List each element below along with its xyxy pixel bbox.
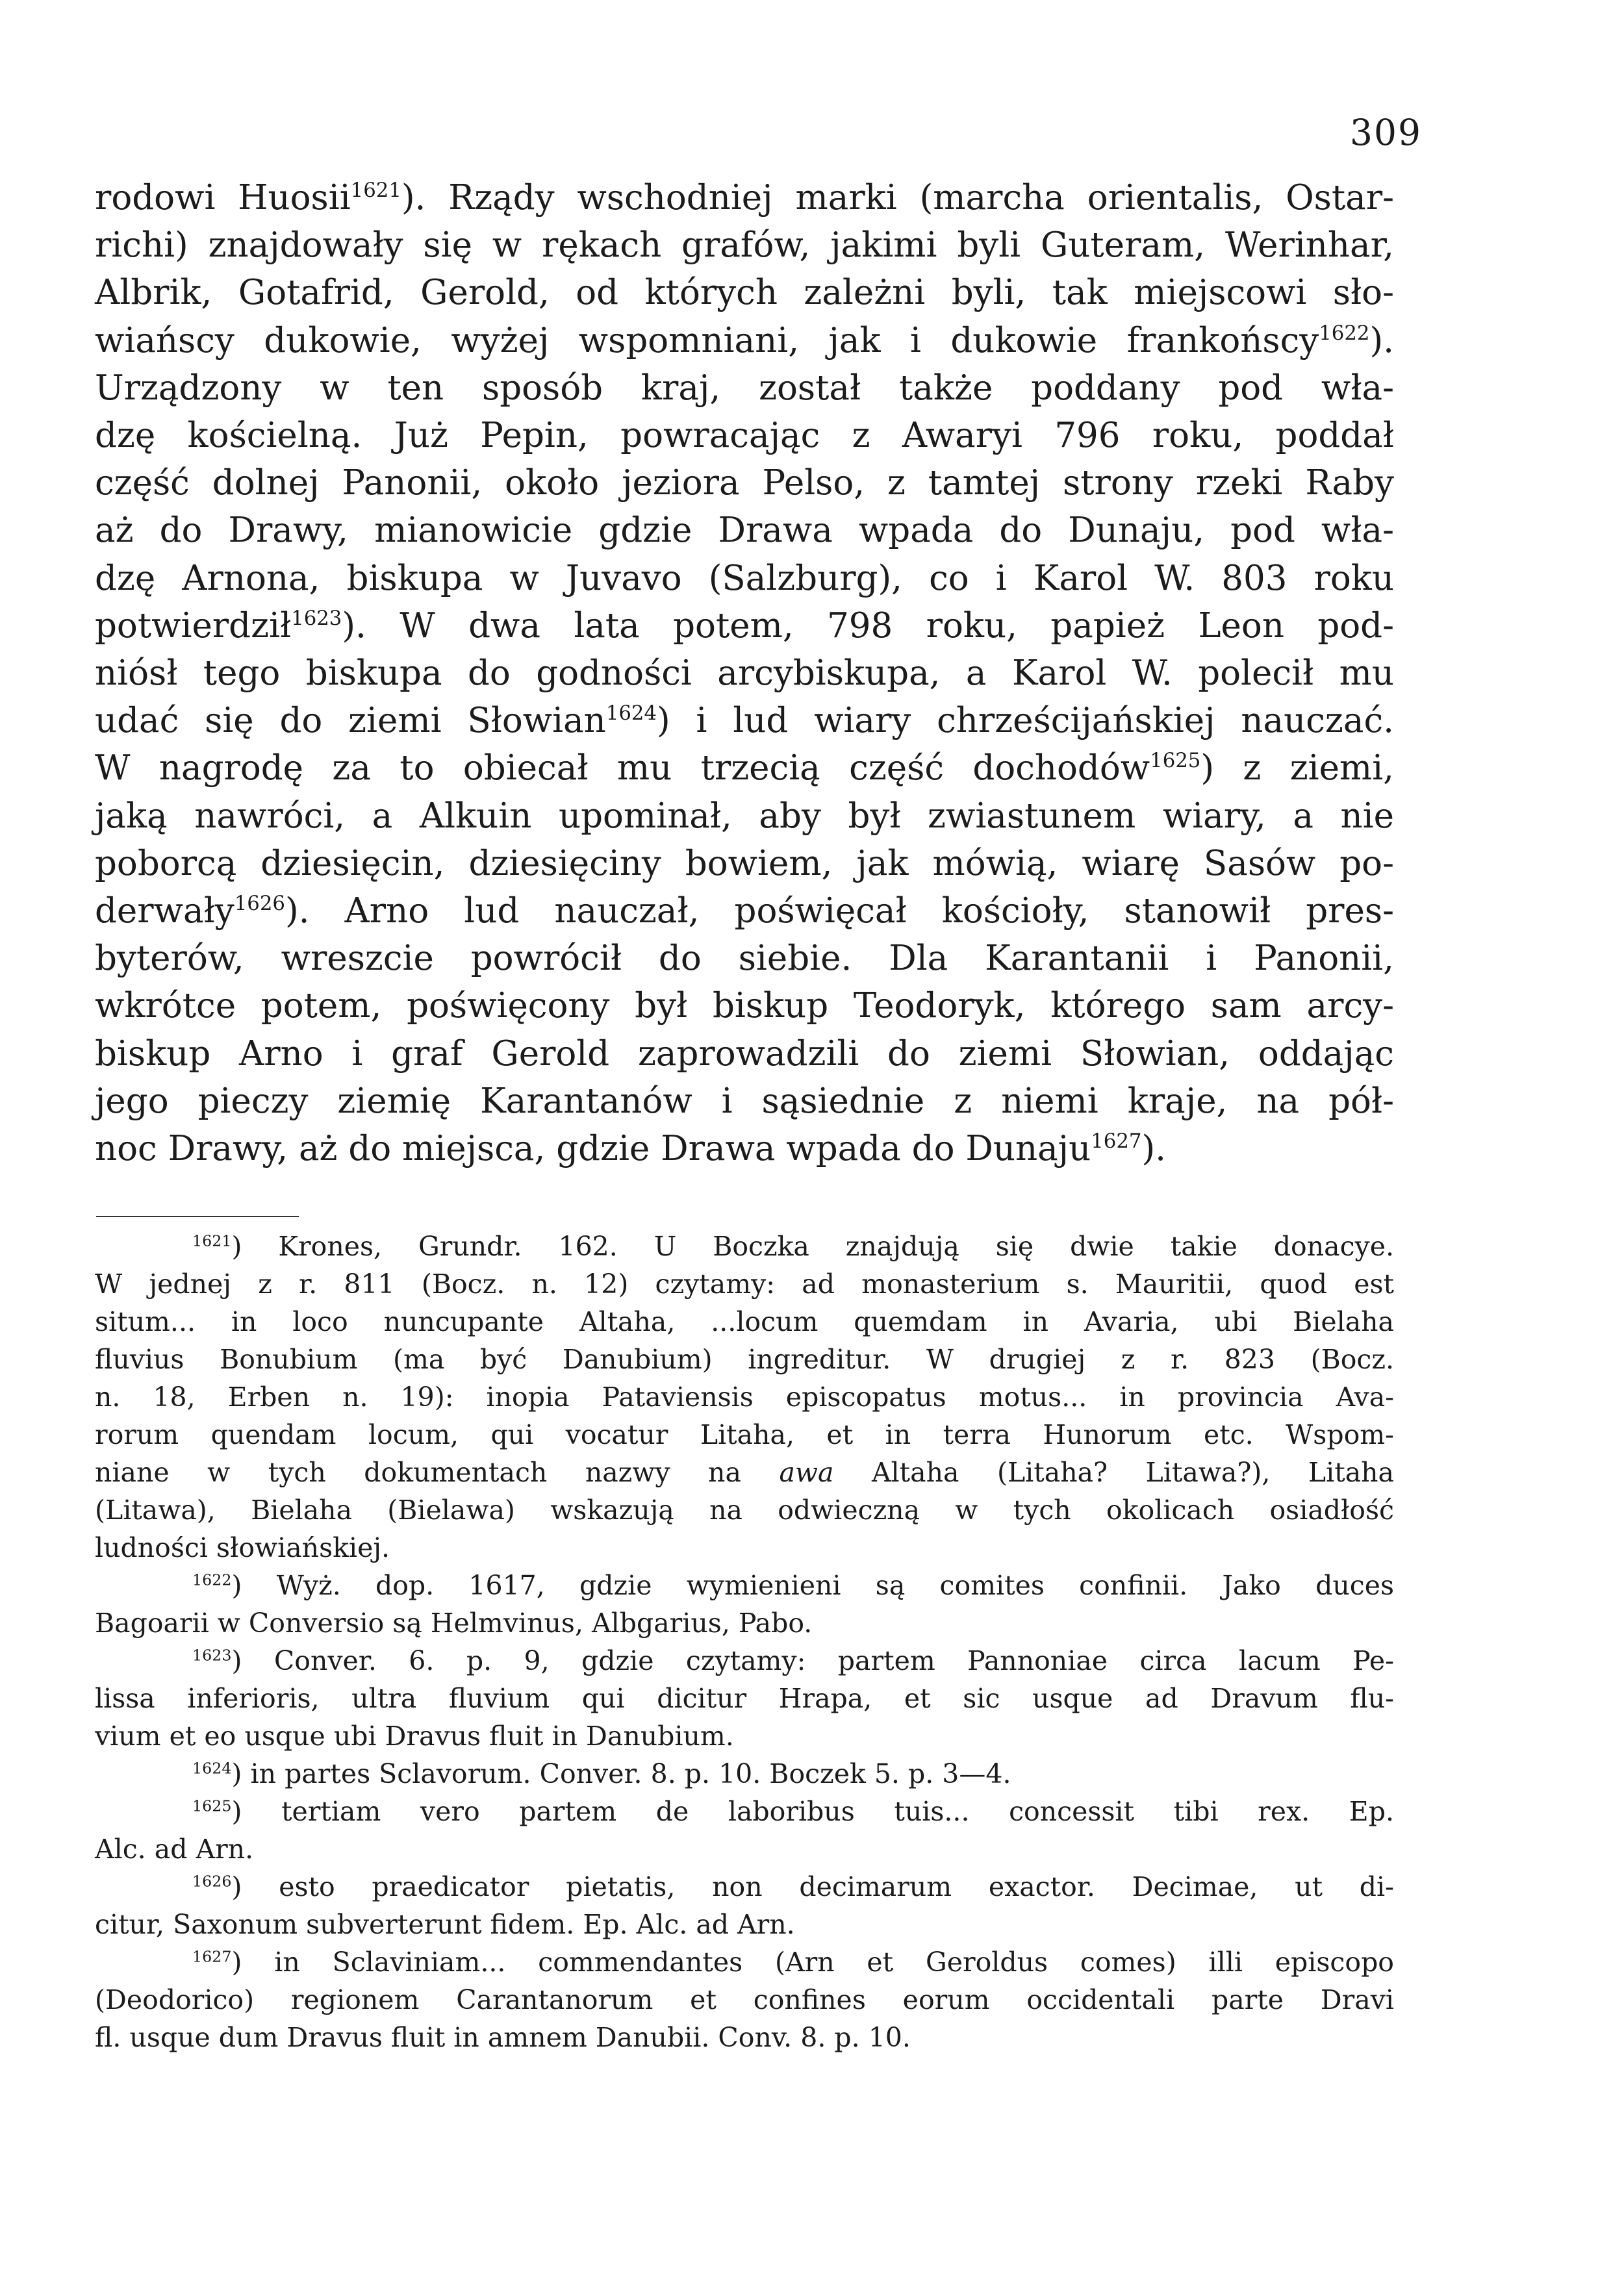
text-run: Altaha (Litaha? Litawa?), Litaha: [833, 1457, 1394, 1488]
text-run: derwały: [95, 891, 235, 931]
text-run: citur, Saxonum subverterunt fidem. Ep. Alc. ad Arn.: [95, 1909, 795, 1940]
footnote-ref: 1627: [1091, 1129, 1142, 1154]
footnote-number: 1622: [192, 1571, 232, 1589]
text-line: [95, 412, 1394, 459]
footnote-line: [95, 1341, 1394, 1378]
text-line: [95, 744, 1394, 792]
text-line: [95, 174, 1394, 221]
footnote-line: [95, 1303, 1394, 1341]
text-line: [95, 1030, 1394, 1078]
footnote-ref: 1626: [234, 892, 285, 915]
text-line: [95, 459, 1394, 507]
text-run: fluvius Bonubium (ma być Danubium) ingreditur. W drugiej z r. 823 (Bocz.: [95, 1344, 1394, 1375]
footnote-line: [95, 1454, 1394, 1491]
text-run: część dolnej Panonii, około jeziora Pelso, z tamtej strony rzeki Raby: [95, 463, 1394, 503]
footnote-line: [95, 1228, 1394, 1265]
text-run: jego pieczy ziemię Karantanów i sąsiednie z niemi kraje, na pół-: [95, 1081, 1394, 1121]
footnote-ref: 1623: [291, 606, 342, 630]
text-run: ludności słowiańskiej.: [95, 1532, 390, 1563]
text-run: aż do Drawy, mianowicie gdzie Drawa wpada do Dunaju, pod wła-: [95, 511, 1394, 551]
text-line: [95, 364, 1394, 412]
text-line: [95, 982, 1394, 1029]
text-run: ). Arno lud nauczał, poświęcał kościoły, stanowił pres-: [285, 891, 1394, 931]
footnote-line: [95, 1529, 1394, 1567]
text-run: byterów, wreszcie powrócił do siebie. Dla Karantanii i Panonii,: [95, 939, 1394, 979]
footnote-line: [95, 1906, 1394, 1943]
text-run: n. 18, Erben n. 19): inopia Pataviensis episcopatus motus... in provincia Ava-: [95, 1381, 1394, 1413]
footnote-ref: 1622: [1319, 321, 1370, 345]
text-run: ) tertiam vero partem de laboribus tuis... concessit tibi rex. Ep.: [231, 1796, 1394, 1827]
text-run: dzę Arnona, biskupa w Juvavo (Salzburg), co i Karol W. 803 roku: [95, 558, 1394, 598]
text-run: ) Krones, Grundr. 162. U Boczka znajdują się dwie takie donacye.: [231, 1231, 1394, 1262]
footnote-line: [95, 1567, 1394, 1604]
footnote-number: 1621: [192, 1231, 232, 1250]
text-line: [95, 792, 1394, 840]
italic-term: awa: [779, 1457, 834, 1488]
text-run: jaką nawróci, a Alkuin upominał, aby był zwiastunem wiary, a nie: [95, 796, 1394, 836]
footnote-line: [95, 1943, 1394, 1981]
text-line: [95, 555, 1394, 602]
text-run: Bagoarii w Conversio są Helmvinus, Albgarius, Pabo.: [95, 1608, 813, 1639]
text-run: udać się do ziemi Słowian: [95, 701, 606, 741]
footnote-ref: 1625: [1150, 749, 1201, 773]
footnote-line: [95, 1793, 1394, 1830]
footnote-number: 1625: [192, 1797, 232, 1815]
footnote-line: [95, 1416, 1394, 1454]
text-line: [95, 650, 1394, 697]
text-run: W jednej z r. 811 (Bocz. n. 12) czytamy: ad monasterium s. Mauritii, quod est: [95, 1268, 1394, 1300]
text-line: [95, 507, 1394, 554]
footnote-number: 1626: [192, 1872, 232, 1891]
text-run: dzę kościelną. Już Pepin, powracając z Awaryi 796 roku, poddał: [95, 416, 1394, 456]
footnotes: [95, 1228, 1394, 2056]
footnote-separator: [96, 1216, 299, 1217]
text-line: [95, 221, 1394, 269]
text-run: ). Rządy wschodniej marki (marcha orientalis, Ostar-: [401, 178, 1395, 218]
text-line: [95, 317, 1394, 364]
text-run: rorum quendam locum, qui vocatur Litaha, et in terra Hunorum etc. Wspom-: [95, 1419, 1394, 1450]
footnote-line: [95, 1491, 1394, 1529]
footnote-line: [95, 1755, 1394, 1793]
text-run: Urządzony w ten sposób kraj, został także poddany pod wła-: [95, 368, 1394, 408]
footnote-line: [95, 1642, 1394, 1680]
text-run: ) esto praedicator pietatis, non decimarum exactor. Decimae, ut di-: [231, 1871, 1394, 1902]
text-run: Alc. ad Arn.: [95, 1834, 254, 1865]
text-run: ).: [1369, 320, 1394, 360]
text-run: ) Conver. 6. p. 9, gdzie czytamy: partem Pannoniae circa lacum Pe-: [231, 1645, 1394, 1676]
footnote-line: [95, 1868, 1394, 1906]
footnote-line: [95, 1717, 1394, 1755]
text-run: ) z ziemi,: [1200, 748, 1394, 788]
footnote-number: 1627: [192, 1947, 232, 1966]
text-line: [95, 1125, 1394, 1172]
text-run: rodowi Huosii: [95, 178, 351, 218]
footnote-number: 1624: [192, 1759, 232, 1778]
text-run: richi) znajdowały się w rękach grafów, jakimi byli Guteram, Werinhar,: [95, 225, 1394, 266]
footnote-ref: 1624: [605, 701, 657, 725]
text-run: noc Drawy, aż do miejsca, gdzie Drawa wpada do Dunaju: [95, 1129, 1091, 1169]
text-line: [95, 840, 1394, 887]
text-run: vium et eo usque ubi Dravus fluit in Danubium.: [95, 1721, 734, 1752]
footnote-line: [95, 1265, 1394, 1303]
footnote-line: [95, 1378, 1394, 1416]
text-run: ) in partes Sclavorum. Conver. 8. p. 10. Boczek 5. p. 3—4.: [231, 1758, 1011, 1789]
text-run: ) in Sclaviniam... commendantes (Arn et Geroldus comes) illi episcopo: [231, 1947, 1394, 1978]
text-line: [95, 697, 1394, 744]
text-line: [95, 1078, 1394, 1125]
text-run: lissa inferioris, ultra fluvium qui dicitur Hrapa, et sic usque ad Dravum flu-: [95, 1683, 1394, 1714]
text-run: niane w tych dokumentach nazwy na: [95, 1457, 780, 1488]
text-line: [95, 602, 1394, 650]
footnote-line: [95, 1830, 1394, 1868]
text-run: ) Wyż. dop. 1617, gdzie wymienieni są comites confinii. Jako duces: [231, 1570, 1394, 1601]
footnote-number: 1623: [192, 1646, 232, 1665]
page-number: 309: [1350, 112, 1422, 153]
footnote-ref: 1621: [350, 178, 401, 202]
text-run: (Litawa), Bielaha (Bielawa) wskazują na odwieczną w tych okolicach osiadłość: [95, 1495, 1394, 1526]
text-run: biskup Arno i graf Gerold zaprowadzili do ziemi Słowian, oddając: [95, 1033, 1394, 1074]
text-run: situm... in loco nuncupante Altaha, ...locum quemdam in Avaria, ubi Bielaha: [95, 1306, 1394, 1337]
text-run: ). W dwa lata potem, 798 roku, papież Leon pod-: [342, 605, 1394, 646]
text-run: potwierdził: [95, 605, 292, 646]
text-run: ) i lud wiary chrześcijańskiej nauczać.: [657, 701, 1394, 741]
text-line: [95, 887, 1394, 935]
text-run: (Deodorico) regionem Carantanorum et confines eorum occidentali parte Dravi: [95, 1984, 1394, 2015]
text-run: ).: [1141, 1129, 1166, 1169]
text-run: wiańscy dukowie, wyżej wspomniani, jak i dukowie frankońscy: [95, 320, 1319, 360]
text-run: niósł tego biskupa do godności arcybiskupa, a Karol W. polecił mu: [95, 653, 1394, 694]
main-text: [95, 174, 1394, 1172]
footnote-line: [95, 1680, 1394, 1717]
text-run: fl. usque dum Dravus fluit in amnem Danubii. Conv. 8. p. 10.: [95, 2022, 911, 2053]
text-line: [95, 935, 1394, 982]
text-run: Albrik, Gotafrid, Gerold, od których zależni byli, tak miejscowi sło-: [95, 273, 1394, 313]
text-run: W nagrodę za to obiecał mu trzecią część dochodów: [95, 748, 1150, 788]
footnote-line: [95, 2019, 1394, 2056]
text-line: [95, 269, 1394, 316]
footnote-line: [95, 1981, 1394, 2019]
text-run: wkrótce potem, poświęcony był biskup Teodoryk, którego sam arcy-: [95, 986, 1394, 1026]
text-run: poborcą dziesięcin, dziesięciny bowiem, jak mówią, wiarę Sasów po-: [95, 843, 1394, 883]
footnote-line: [95, 1604, 1394, 1642]
